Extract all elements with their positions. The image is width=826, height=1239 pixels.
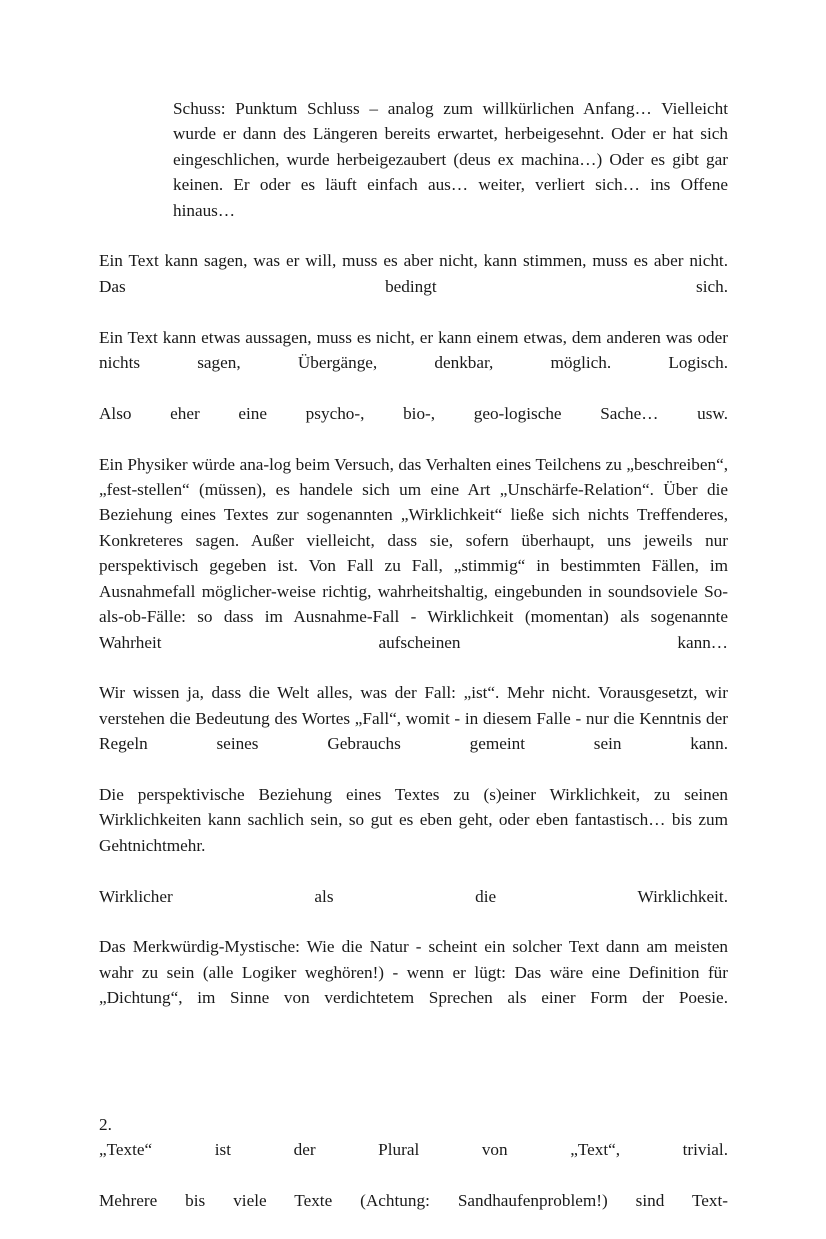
paragraph: Ein Text kann etwas aussagen, muss es nicht, er kann einem etwas, dem anderen was oder nichts sagen, Übergänge, denkbar, möglich. Logisch.: [99, 327, 728, 373]
paragraph: „Texte“ ist der Plural von „Text“, trivial.: [99, 1140, 728, 1160]
paragraph: Mehrere bis viele Texte (Achtung: Sandhaufenproblem!) sind Text-: [99, 1191, 728, 1211]
blockquote-indented: Schuss: Punktum Schluss – analog zum willkürlichen Anfang… Vielleicht wurde er dann des Längeren bereits erwartet, herbeigesehnt. Oder er hat sich eingeschlichen, wurde herbeigezaubert (deus ex machina…) Oder es gibt gar keinen. Er oder es läuft einfach aus… weiter, verliert sich… ins Offene hinaus…: [173, 99, 728, 220]
paragraph: Ein Text kann sagen, was er will, muss es aber nicht, kann stimmen, muss es aber nicht. Das bedingt sich.: [99, 251, 728, 296]
paragraph: Ein Physiker würde ana-log beim Versuch, das Verhalten eines Teilchens zu „beschreiben“, „fest-stellen“ (müssen), es handele sich um eine Art „Unschärfe-Relation“. Über die Beziehung eines Textes zur sogenannten „Wirklichkeit“ ließe sich nichts Treffenderes, Konkreteres sagen. Außer vielleicht, dass sie, sofern überhaupt, uns jeweils nur perspektivisch gegeben ist. Von Fall zu Fall, „stimmig“ in bestimmten Fällen, im Ausnahmefall möglicher-weise richtig, wahrheitshaltig, eingebunden in soundsoviele So-als-ob-Fälle: so dass im Ausnahme-Fall - Wirklichkeit (momentan) als sogenannte Wahrheit aufscheinen kann…: [99, 454, 728, 652]
spacer-before-section: [99, 1036, 728, 1112]
paragraph: Das Merkwürdig-Mystische: Wie die Natur - scheint ein solcher Text dann am meisten wahr zu sein (alle Logiker weghören!) - wenn er lügt: Das wäre eine Definition für „Dichtung“, im Sinne von verdichtetem Sprechen als einer Form der Poesie.: [99, 937, 728, 1008]
page-content: [99, 96, 728, 1239]
body-text-block: [99, 248, 728, 1036]
paragraph: Wirklicher als die Wirklichkeit.: [99, 886, 728, 906]
paragraph: Wir wissen ja, dass die Welt alles, was der Fall: „ist“. Mehr nicht. Vorausgesetzt, wir verstehen die Bedeutung des Wortes „Fall“, womit - in diesem Falle - nur die Kenntnis der Regeln seines Gebrauchs gemeint sein kann.: [99, 683, 728, 754]
section-number: 2.: [99, 1115, 112, 1135]
paragraph: Also eher eine psycho-, bio-, geo-logische Sache… usw.: [99, 403, 728, 423]
section-block: [99, 1112, 728, 1239]
paragraph: Die perspektivische Beziehung eines Textes zu (s)einer Wirklichkeit, zu seinen Wirklichkeiten kann sachlich sein, so gut es eben geht, oder eben fantastisch… bis zum Gehtnichtmehr.: [99, 784, 728, 855]
spacer-after-blockquote: [99, 223, 728, 248]
